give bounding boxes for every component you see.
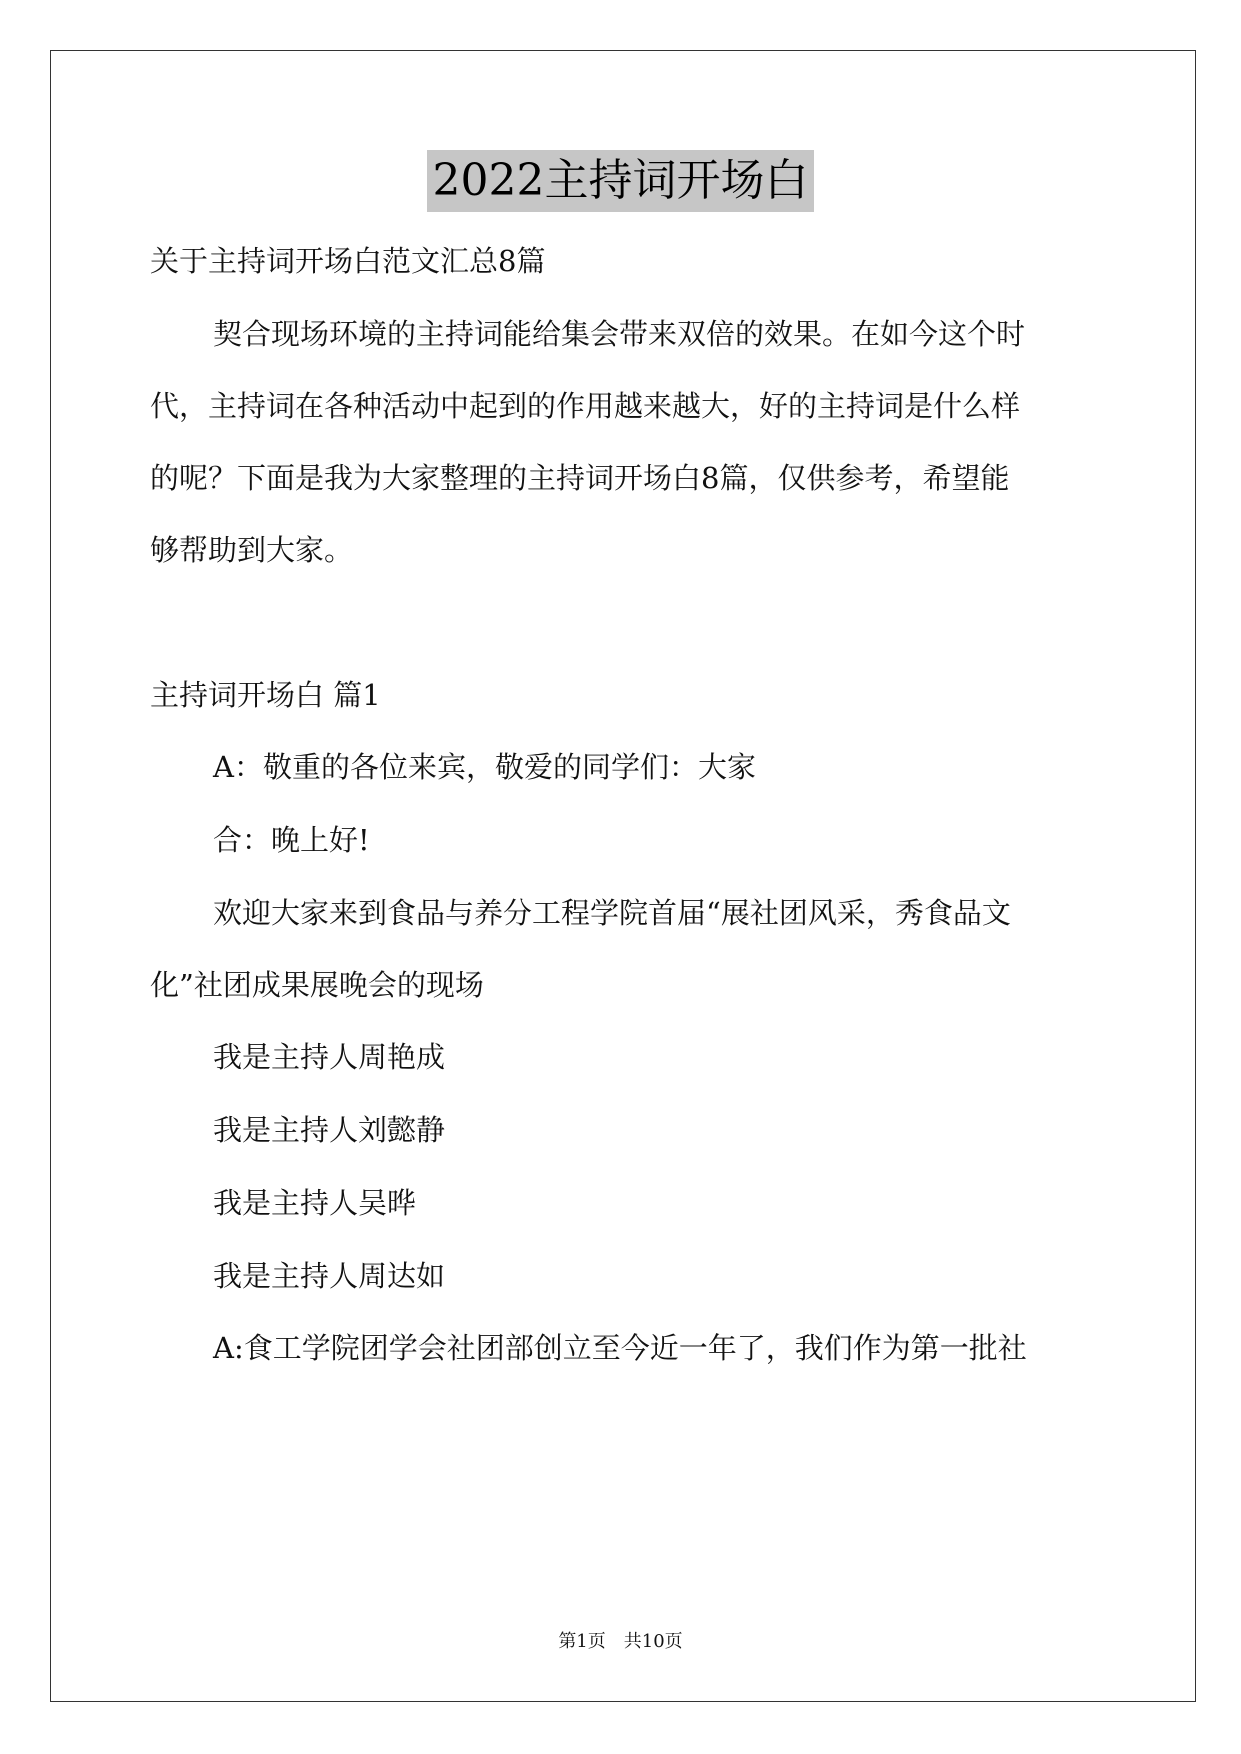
body-line: 我是主持人周达如 <box>213 1259 446 1293</box>
section-heading: 主持词开场白 篇1 <box>150 678 381 712</box>
body-line: A:食工学院团学会社团部创立至今近一年了，我们作为第一批社 <box>213 1331 1027 1365</box>
body-line: 化”社团成果展晚会的现场 <box>150 968 484 1002</box>
body-line: 我是主持人周艳成 <box>213 1040 446 1074</box>
page-number-footer: 第1页 共10页 <box>558 1631 683 1652</box>
body-line: 合：晚上好! <box>213 823 370 857</box>
body-line: 我是主持人吴晔 <box>213 1186 417 1220</box>
document-subtitle: 关于主持词开场白范文汇总8篇 <box>150 244 546 278</box>
intro-line: 的呢？下面是我为大家整理的主持词开场白8篇，仅供参考，希望能 <box>150 461 1010 495</box>
document-title: 2022主持词开场白 <box>427 150 815 212</box>
body-line: 欢迎大家来到食品与养分工程学院首届“展社团风采，秀食品文 <box>213 896 1011 930</box>
title-container <box>0 150 1241 212</box>
page-border <box>50 50 1196 1702</box>
intro-line: 代，主持词在各种活动中起到的作用越来越大，好的主持词是什么样 <box>150 389 1021 423</box>
intro-line: 够帮助到大家。 <box>150 533 354 567</box>
body-line: 我是主持人刘懿静 <box>213 1113 446 1147</box>
intro-line: 契合现场环境的主持词能给集会带来双倍的效果。在如今这个时 <box>213 317 1026 351</box>
body-line: A：敬重的各位来宾，敬爱的同学们：大家 <box>213 750 756 784</box>
